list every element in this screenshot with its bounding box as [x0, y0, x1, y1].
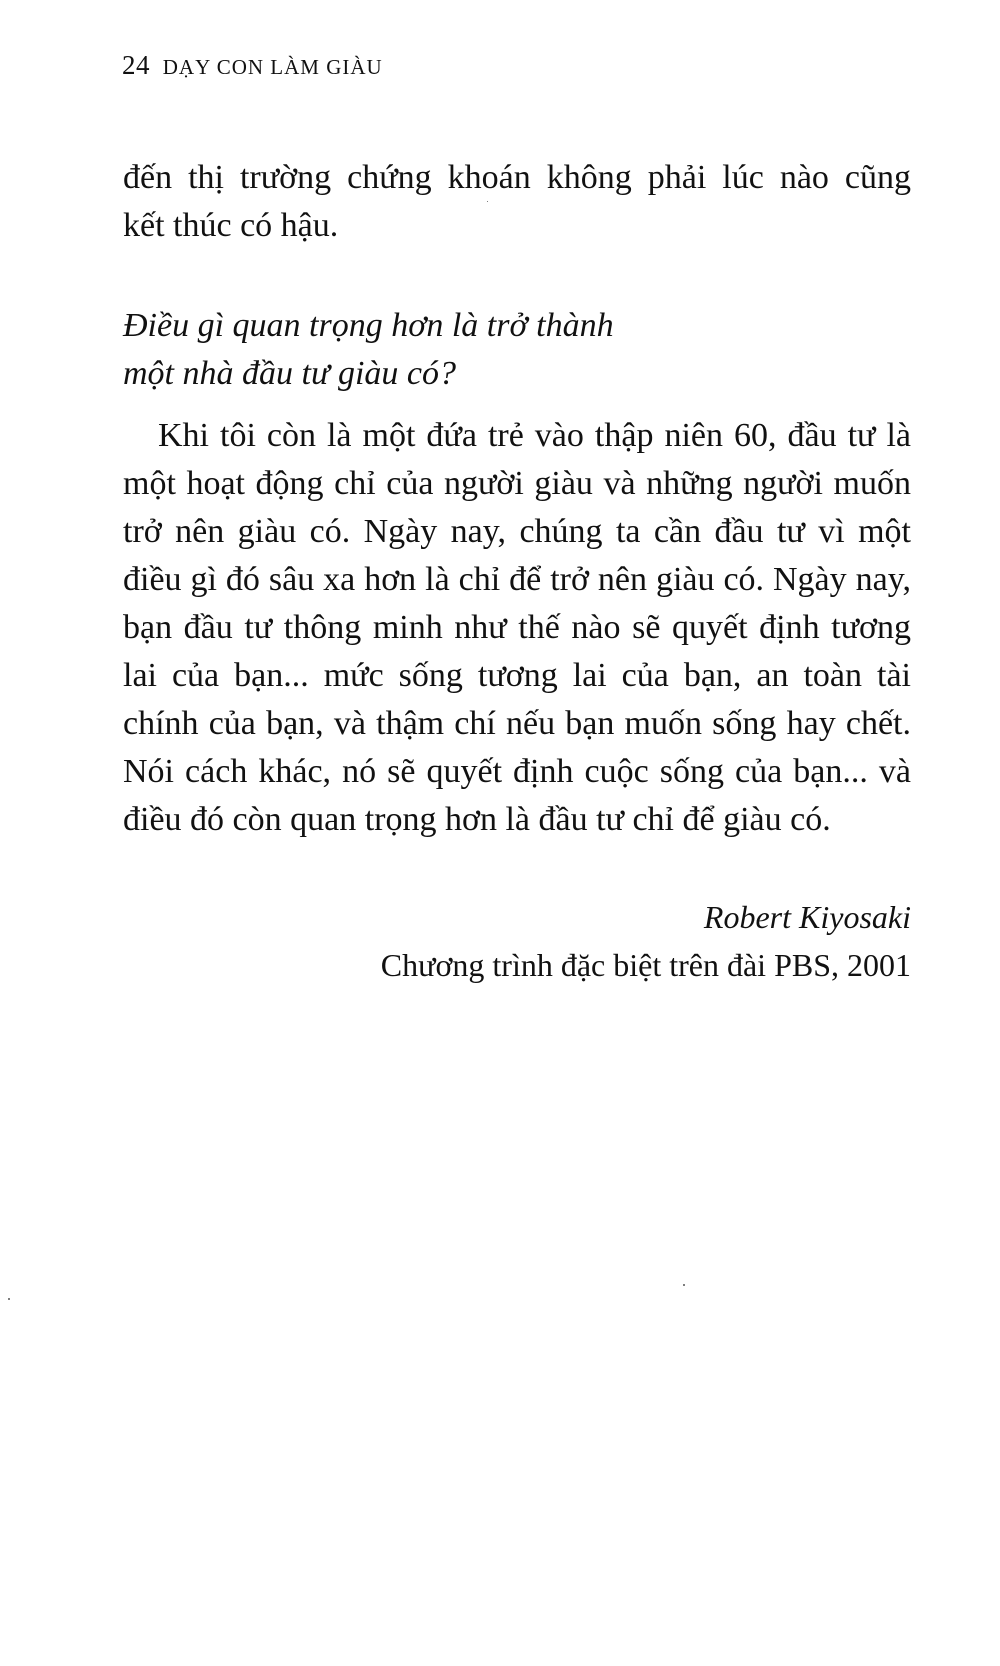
text-line: chính của bạn, và thậm chí nếu bạn muốn sống hay chết. [123, 705, 911, 742]
scan-speck [487, 201, 488, 202]
text-line: trở nên giàu có. Ngày nay, chúng ta cần đầu tư vì một [123, 513, 911, 550]
text-line: điều gì đó sâu xa hơn là chỉ để trở nên giàu có. Ngày nay, [123, 561, 911, 598]
scan-speck [683, 1284, 685, 1286]
attribution-author: Robert Kiyosaki [703, 899, 911, 935]
running-header [122, 50, 383, 81]
book-title: DẠY CON LÀM GIÀU [162, 55, 383, 79]
text-line: kết thúc có hậu. [123, 207, 339, 244]
page-number: 24 [122, 50, 150, 80]
attribution-source: Chương trình đặc biệt trên đài PBS, 2001 [380, 947, 911, 983]
text-line: bạn đầu tư thông minh như thế nào sẽ quyết định tương [123, 609, 911, 646]
text-line: một hoạt động chỉ của người giàu và những người muốn [123, 465, 911, 502]
scan-speck [8, 1298, 10, 1300]
text-line: Nói cách khác, nó sẽ quyết định cuộc sống của bạn... và [123, 753, 911, 790]
heading-line: Điều gì quan trọng hơn là trở thành [123, 307, 614, 344]
text-line: Khi tôi còn là một đứa trẻ vào thập niên 60, đầu tư là [158, 417, 911, 454]
text-line: đến thị trường chứng khoán không phải lúc nào cũng [123, 159, 911, 196]
text-line: lai của bạn... mức sống tương lai của bạn, an toàn tài [123, 657, 911, 694]
text-line: điều đó còn quan trọng hơn là đầu tư chỉ để giàu có. [123, 801, 831, 838]
heading-line: một nhà đầu tư giàu có? [123, 355, 457, 392]
